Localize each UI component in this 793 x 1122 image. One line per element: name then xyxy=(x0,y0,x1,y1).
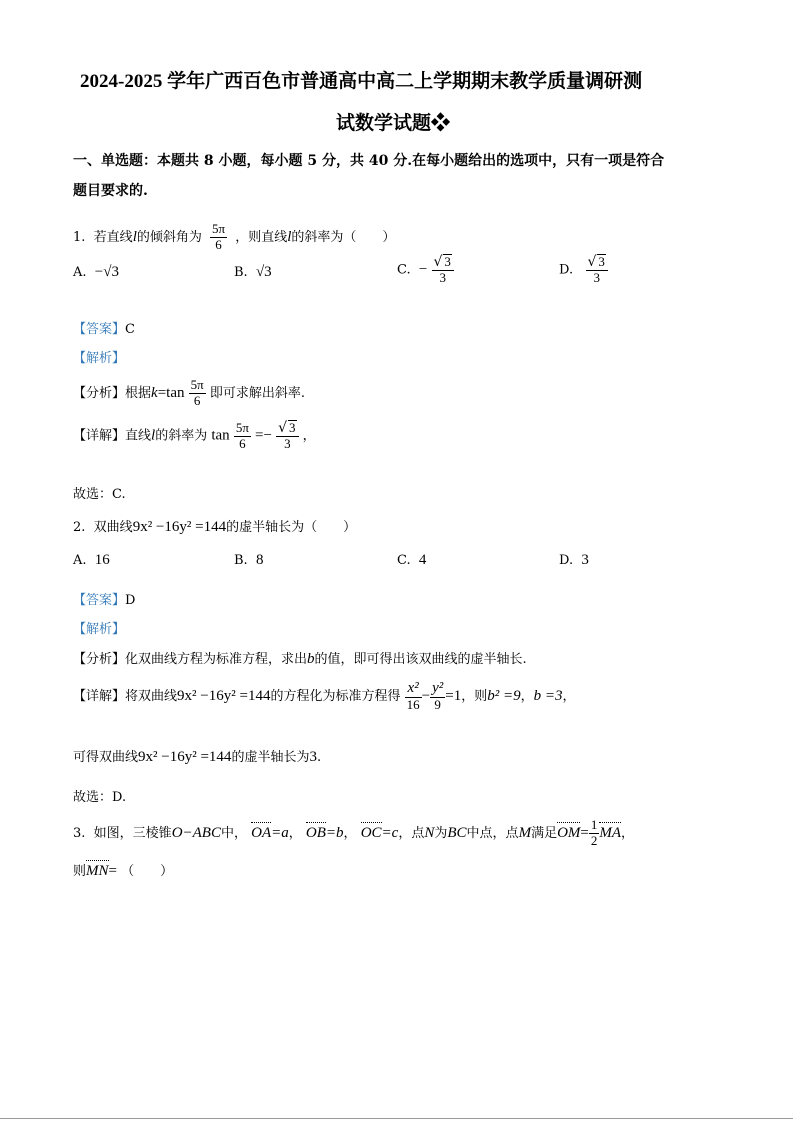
question-1-stem: 1. 若直线l的倾斜角为 $\frac{5\pi}{6}$ ，则直线l的斜率为（ ） xyxy=(73,221,396,252)
q1-option-a: A. −√3 xyxy=(73,264,119,280)
q2-option-d: D. 3 xyxy=(559,552,589,568)
section-heading: 一、单选题：本题共 8 小题，每小题 5 分，共 40 分.在每小题给出的选项中，只有一项是符合 xyxy=(73,153,665,169)
q2-detail: 【详解】将双曲线9x² −16y² =144的方程化为标准方程得 $\frac{\text{x²}}{16}$ − $\frac{\text{y²}}{9}$ =1，则b² =9，b =3， xyxy=(73,680,576,713)
q2-analysis-label: 【解析】 xyxy=(73,622,126,637)
q2-choose: 故选：D. xyxy=(73,790,127,805)
q1-option-b: B. √3 xyxy=(234,264,272,280)
q2-answer: 【答案】D xyxy=(73,593,136,608)
section-heading-line2: 题目要求的. xyxy=(73,183,148,199)
q1-option-d: D. $\frac{√ 3}{3}$ xyxy=(559,254,608,286)
question-3-line2: 则MN= （ ） xyxy=(73,863,174,879)
q2-conclusion: 可得双曲线9x² −16y² =144的虚半轴长为3. xyxy=(73,749,322,765)
q2-fenxi: 【分析】化双曲线方程为标准方程，求出b的值，即可得出该双曲线的虚半轴长. xyxy=(73,651,527,667)
q2-option-b: B. 8 xyxy=(234,552,264,568)
q2-option-a: A. 16 xyxy=(73,552,110,568)
question-2-stem: 2. 双曲线9x² −16y² =144的虚半轴长为（ ） xyxy=(73,519,357,535)
q1-detail: 【详解】直线l的斜率为 tan $\frac{5\pi}{6}$ =− $\frac{√ 3}{3}$ ， xyxy=(73,419,316,452)
q2-option-c: C. 4 xyxy=(397,552,427,568)
page-title: 2024-2025 学年广西百色市普通高中高二上学期期末教学质量调研测 xyxy=(80,71,643,92)
page-bottom-divider xyxy=(0,1118,793,1119)
q1-analysis-label: 【解析】 xyxy=(73,351,126,366)
page-title-line2: 试数学试题❖ xyxy=(336,113,451,134)
q1-fenxi: 【分析】根据k=tan $\frac{5\pi}{6}$ 即可求解出斜率. xyxy=(73,377,305,408)
q1-answer: 【答案】C xyxy=(73,322,135,337)
question-3-stem: 3. 如图，三棱锥O−ABC中， OA=a， OB=b， OC=c，点N为BC中点，点M满足OM= $\frac{1}{2}$ MA， xyxy=(73,817,635,848)
q1-option-c: C. − $\frac{√ 3}{3}$ xyxy=(397,254,454,286)
q1-choose: 故选：C. xyxy=(73,487,126,502)
